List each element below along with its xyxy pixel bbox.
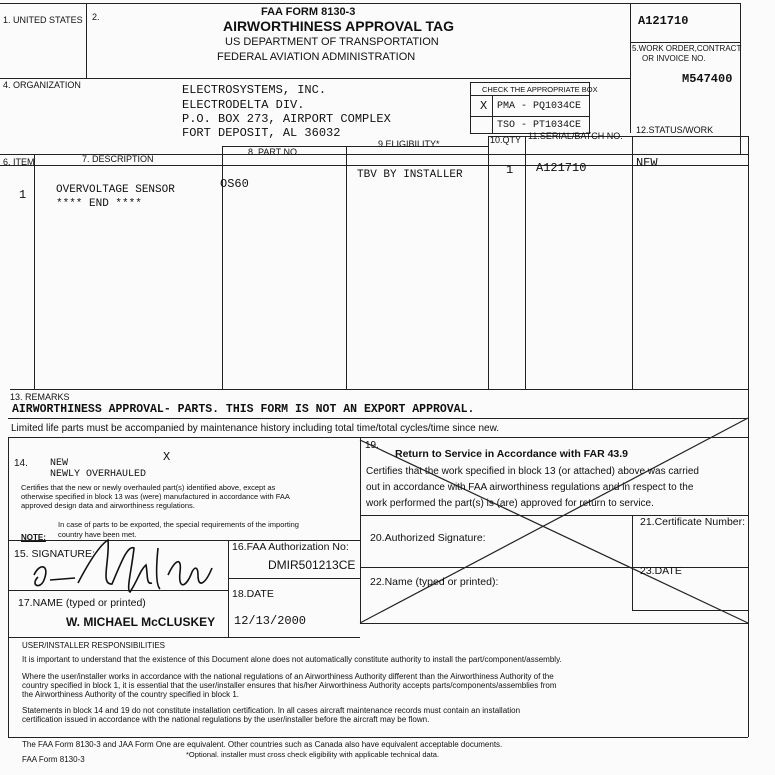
block14-number: 14.: [14, 458, 28, 469]
block14-cert-3: approved design data and airworthiness regulations.: [21, 501, 195, 510]
block2-label: 2.: [92, 12, 100, 22]
block14-new: NEW: [50, 458, 69, 469]
block17-value: W. MICHAEL McCLUSKEY: [66, 615, 216, 629]
col-status-label: 12.STATUS/WORK: [636, 125, 714, 135]
block19-title: Return to Service in Accordance with FAR 43.9: [395, 448, 629, 460]
block14-overhauled: NEWLY OVERHAULED: [50, 469, 147, 480]
block14-note-label: NOTE:: [21, 533, 46, 542]
row-description-1: OVERVOLTAGE SENSOR: [56, 184, 175, 196]
col-item-label: 6. ITEM: [3, 157, 35, 167]
user-resp-p2-2: country specified in block 1, it is essential that the user/installer ensures that his/her Airworthiness Authority accepts parts/components/assemblies from: [22, 681, 557, 690]
row-status: NEW: [636, 156, 658, 170]
row-item: 1: [19, 188, 27, 202]
block23-label: 23.DATE: [640, 565, 682, 577]
block18-label: 18.DATE: [232, 588, 274, 600]
col-eligibility-label: 9.ELIGIBILITY*: [378, 139, 440, 149]
user-resp-p1: It is important to understand that the existence of this Document alone does not automatically constitute authority to install the part/component/assembly.: [22, 655, 562, 664]
limited-life-notice: Limited life parts must be accompanied by maintenance history including total time/total cycles/time since new.: [11, 423, 500, 434]
org-line-2: ELECTRODELTA DIV.: [182, 98, 305, 112]
col-qty-label: 10.QTY: [490, 135, 522, 145]
block1-label: 1. UNITED STATES: [3, 15, 83, 25]
user-resp-p3-2: certification issued in accordance with the national regulations by the user/installer before the aircraft may be flown.: [22, 715, 430, 724]
row-eligibility: TBV BY INSTALLER: [357, 169, 463, 181]
block20-label: 20.Authorized Signature:: [370, 532, 486, 544]
tso-value: TSO - PT1034CE: [497, 120, 582, 131]
row-serial: A121710: [536, 161, 587, 175]
org-line-4: FORT DEPOSIT, AL 36032: [182, 126, 341, 140]
col-part-label: 8. PART NO.: [248, 147, 300, 157]
block19-text-1: Certifies that the work specified in block 13 (or attached) above was carried: [366, 466, 699, 477]
row-part-no: OS60: [220, 177, 249, 191]
block19-text-3: work performed the part(s) is (are) approved for return to service.: [366, 498, 654, 509]
block14-mark: X: [163, 450, 171, 464]
block14-cert-1: Certifies that the new or newly overhauled part(s) identified above, except as: [21, 483, 276, 492]
block5-label-2: OR INVOICE NO.: [642, 54, 706, 63]
user-resp-p4: The FAA Form 8130-3 and JAA Form One are equivalent. Other countries such as Canada also have equivalent acceptable documents.: [22, 740, 503, 749]
form-agency: FEDERAL AVIATION ADMINISTRATION: [217, 51, 416, 63]
user-resp-footnote: *Optional. installer must cross check eligibility with applicable technical data.: [186, 750, 440, 759]
block14-note-1: In case of parts to be exported, the special requirements of the importing: [58, 520, 299, 529]
block19-number: 19.: [365, 440, 379, 451]
block14-note-2: country have been met.: [58, 530, 137, 539]
block18-value: 12/13/2000: [234, 614, 307, 628]
org-line-1: ELECTROSYSTEMS, INC.: [182, 83, 327, 97]
block15-label: 15. SIGNATURE:: [14, 548, 95, 560]
user-resp-p2-1: Where the user/installer works in accordance with the national regulations of an Airworthiness Authority different than the Airworthiness Authority of the: [22, 672, 554, 681]
block17-label: 17.NAME (typed or printed): [18, 597, 146, 609]
org-line-3: P.O. BOX 273, AIRPORT COMPLEX: [182, 112, 391, 126]
block14-cert-2: otherwise specified in block 13 was (were) manufactured in accordance with FAA: [21, 492, 290, 501]
check-label: CHECK THE APPROPRIATE BOX: [482, 85, 598, 94]
block5-label-1: 5.WORK ORDER,CONTRACT: [632, 44, 742, 53]
col-serial-label: 11.SERIAL/BATCH NO.: [528, 131, 623, 141]
remarks-text: AIRWORTHINESS APPROVAL- PARTS. THIS FORM IS NOT AN EXPORT APPROVAL.: [12, 403, 475, 416]
form-number: FAA FORM 8130-3: [261, 6, 356, 18]
remarks-label: 13. REMARKS: [10, 392, 70, 402]
block19-text-2: out in accordance with FAA airworthiness regulations and in respect to the: [366, 482, 694, 493]
form-title: AIRWORTHINESS APPROVAL TAG: [223, 18, 455, 34]
form-dept: US DEPARTMENT OF TRANSPORTATION: [225, 36, 439, 48]
pma-value: PMA - PQ1034CE: [497, 101, 582, 112]
form-footer: FAA Form 8130-3: [22, 755, 85, 764]
block5-value: M547400: [682, 72, 733, 86]
user-resp-p3-1: Statements in block 14 and 19 do not constitute installation certification. In all cases aircraft maintenance records must contain an installation: [22, 706, 521, 715]
block16-label: 16.FAA Authorization No:: [232, 541, 349, 553]
block16-value: DMIR501213CE: [268, 558, 356, 572]
org-label: 4. ORGANIZATION: [3, 80, 81, 90]
block21-label: 21.Certificate Number:: [640, 516, 746, 528]
user-resp-label: USER/INSTALLER RESPONSIBILITIES: [22, 641, 166, 650]
row-qty: 1: [506, 163, 514, 177]
check-mark-pma: X: [480, 99, 488, 113]
block3-value: A121710: [638, 14, 689, 28]
row-description-2: **** END ****: [56, 198, 142, 210]
user-resp-p2-3: the Airworthiness Authority of the country specified in block 1.: [22, 690, 240, 699]
block22-label: 22.Name (typed or printed):: [370, 576, 499, 588]
col-description-label: 7. DESCRIPTION: [82, 154, 154, 164]
